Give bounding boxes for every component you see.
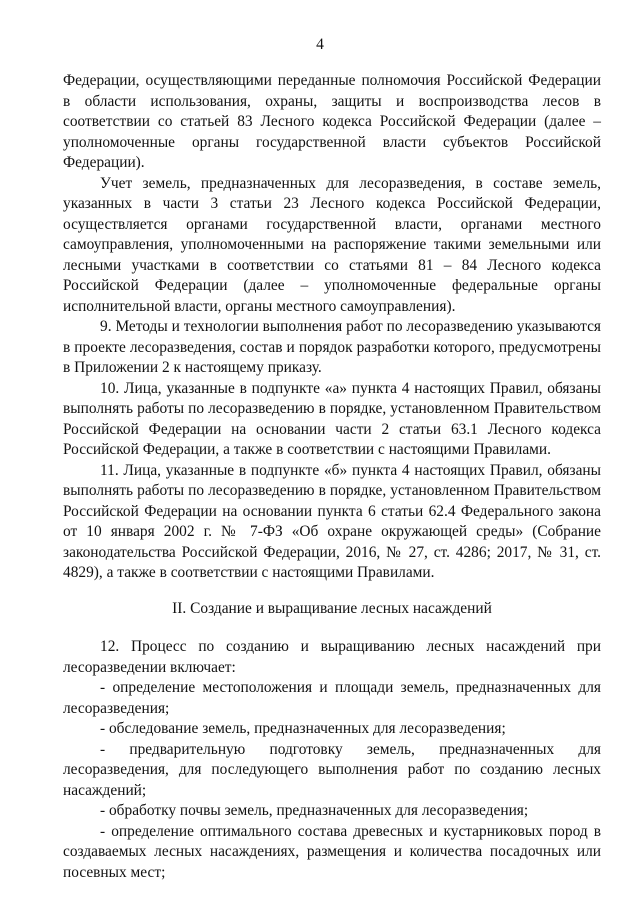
paragraph-land-accounting: Учет земель, предназначенных для лесоразведения, в составе земель, указанных в части 3 статьи 23 Лесного кодекса Российской Федерации, осуществляется органами государственной власти, органами местного самоуправления, уполномоченными на распоряжение такими земельными или лесными участками в соответствии со статьями 81 – 84 Лесного кодекса Российской Федерации (далее – уполномоченные федеральные органы исполнительной власти, органы местного самоуправления).: [63, 174, 601, 315]
list-item: - предварительную подготовку земель, предназначенных для лесоразведения, для последующего выполнения работ по созданию лесных насаждений;: [63, 740, 601, 799]
paragraph-item-10: 10. Лица, указанные в подпункте «а» пункта 4 настоящих Правил, обязаны выполнять работы по лесоразведению в порядке, установленном Правительством Российской Федерации на основании части 2 статьи 63.1 Лесного кодекса Российской Федерации, а также в соответствии с настоящими Правилами.: [63, 379, 601, 458]
list-item: - обследование земель, предназначенных для лесоразведения;: [100, 720, 506, 737]
list-item: - обработку почвы земель, предназначенных для лесоразведения;: [100, 802, 529, 819]
page-number: 4: [316, 36, 324, 53]
section-heading: II. Создание и выращивание лесных насаждений: [172, 599, 492, 617]
list-item: - определение оптимального состава древесных и кустарниковых пород в создаваемых лесных насаждениях, размещения и количества посадочных или посевных мест;: [63, 822, 601, 881]
paragraph-item-12: 12. Процесс по созданию и выращиванию лесных насаждений при лесоразведении включает:: [63, 638, 601, 676]
paragraph-continuation: Федерации, осуществляющими переданные полномочия Российской Федерации в области использования, охраны, защиты и воспроизводства лесов в соответствии со статьей 83 Лесного кодекса Российской Федерации (далее – уполномоченные органы государственной власти субъектов Российской Федерации).: [63, 72, 601, 171]
list-item: - определение местоположения и площади земель, предназначенных для лесоразведения;: [63, 679, 601, 717]
paragraph-item-9: 9. Методы и технологии выполнения работ по лесоразведению указываются в проекте лесоразведения, состав и порядок разработки которого, предусмотрены в Приложении 2 к настоящему приказу.: [63, 318, 601, 376]
paragraph-item-11: 11. Лица, указанные в подпункте «б» пункта 4 настоящих Правил, обязаны выполнять работы по лесоразведению в порядке, установленном Правительством Российской Федерации на основании пункта 6 статьи 62.4 Федерального закона от 10 января 2002 г. № 7-ФЗ «Об охране окружающей среды» (Собрание законодательства Российской Федерации, 2016, № 27, ст. 4286; 2017, № 31, ст. 4829), а также в соответствии с настоящими Правилами.: [63, 461, 601, 581]
document-body: [63, 71, 601, 883]
